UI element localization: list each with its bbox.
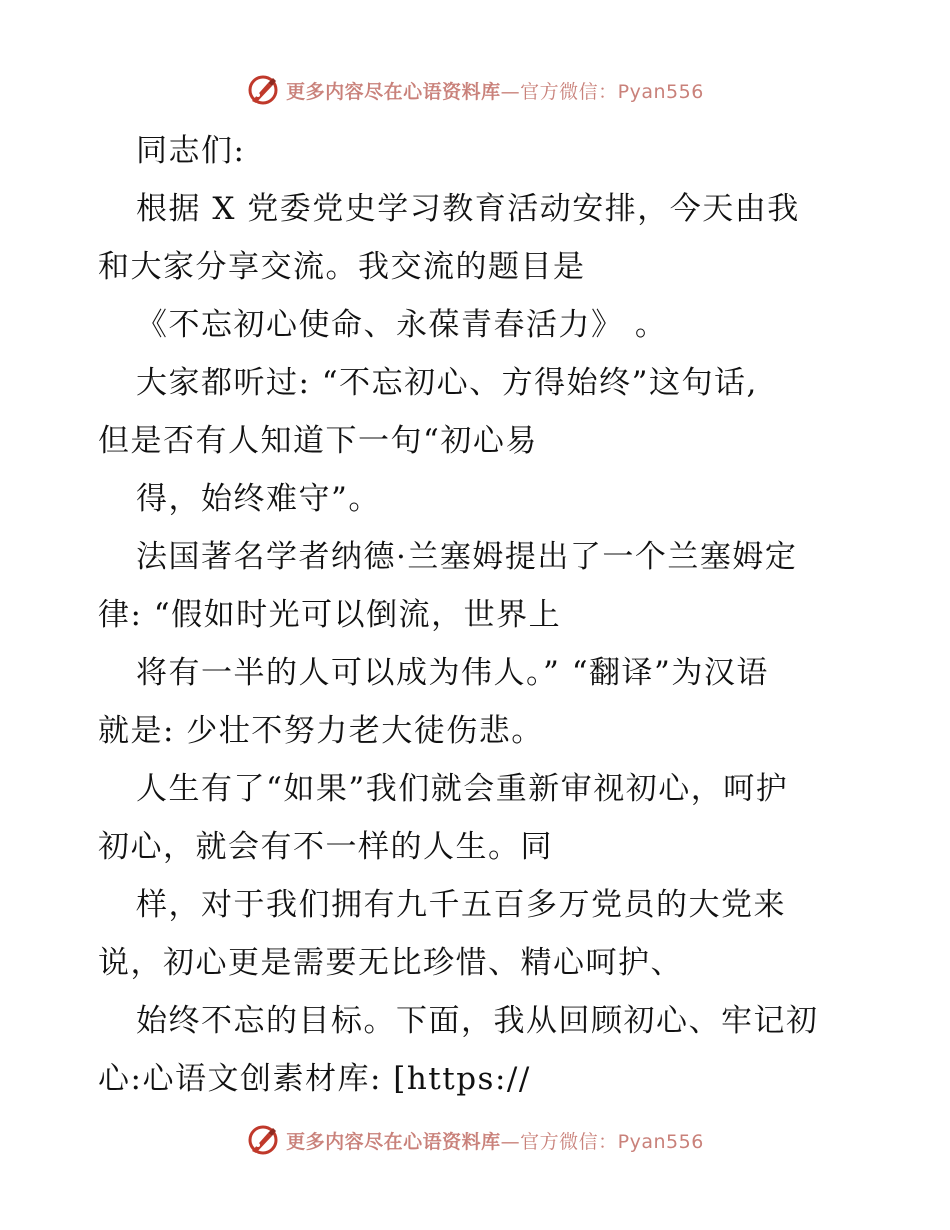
text-line: 但是否有人知道下一句“初心易: [98, 423, 538, 459]
text-line: 样，对于我们拥有九千五百多万党员的大党来: [136, 887, 786, 923]
text-line: 得，始终难守”。: [136, 481, 381, 517]
document-body: [98, 122, 858, 1108]
text-line: 和大家分享交流。我交流的题目是: [98, 249, 586, 285]
text-line: 始终不忘的目标。下面，我从回顾初心、牢记初: [136, 1003, 819, 1039]
text-line: 心:心语文创素材库: [https://: [98, 1061, 531, 1097]
text-line: 律: “假如时光可以倒流，世界上: [98, 597, 562, 633]
footer-watermark-separator: —: [500, 1130, 521, 1153]
text-line: 根据 X 党委党史学习教育活动安排，今天由我: [136, 191, 800, 227]
header-watermark-main: 更多内容尽在心语资料库: [286, 80, 501, 103]
header-watermark-separator: —: [500, 80, 521, 103]
text-line: 初心，就会有不一样的人生。同: [98, 829, 553, 865]
text-line: 说，初心更是需要无比珍惜、精心呵护、: [98, 945, 683, 981]
pen-logo-icon: [246, 1123, 280, 1157]
header-watermark: [0, 70, 950, 110]
text-line: 同志们:: [136, 133, 246, 169]
footer-watermark: [0, 1120, 950, 1160]
footer-watermark-main: 更多内容尽在心语资料库: [286, 1130, 501, 1153]
text-line: 《不忘初心使命、永葆青春活力》 。: [136, 307, 668, 343]
header-watermark-contact: 官方微信：Pyan556: [520, 80, 704, 103]
text-line: 就是: 少壮不努力老大徒伤悲。: [98, 713, 544, 749]
text-line: 大家都听过: “不忘初心、方得始终”这句话,: [136, 365, 758, 401]
footer-watermark-contact: 官方微信：Pyan556: [520, 1130, 704, 1153]
text-line: 人生有了“如果”我们就会重新审视初心，呵护: [136, 771, 789, 807]
text-line: 法国著名学者纳德·兰塞姆提出了一个兰塞姆定: [136, 539, 798, 575]
pen-logo-icon: [246, 73, 280, 107]
text-line: 将有一半的人可以成为伟人。” “翻译”为汉语: [136, 655, 769, 691]
